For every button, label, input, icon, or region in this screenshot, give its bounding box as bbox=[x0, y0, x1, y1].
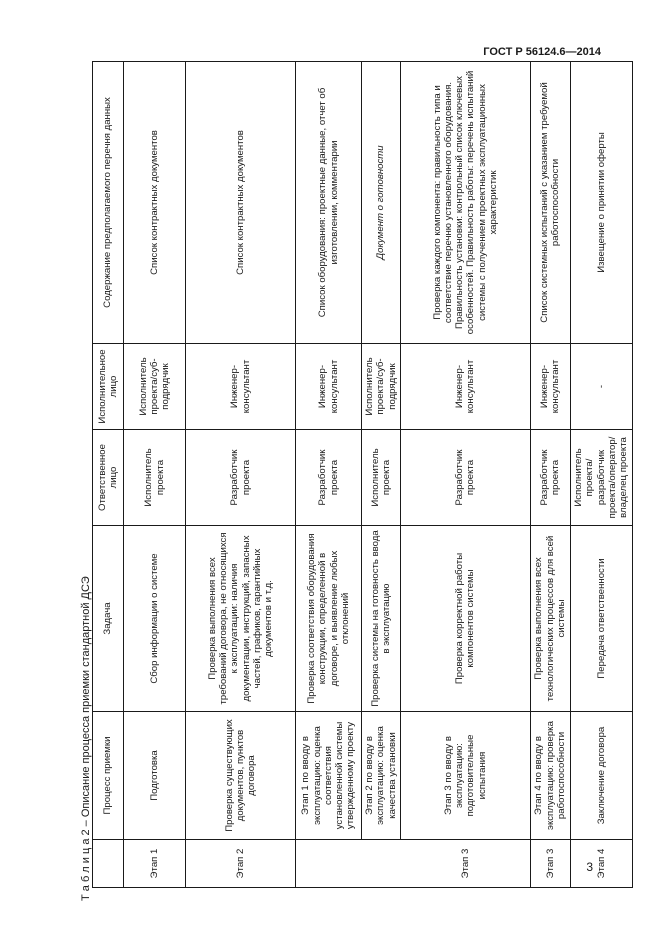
process-cell: Этап 2 по вводу в эксплуатацию: оценка качества установки bbox=[362, 712, 401, 840]
process-cell: Этап 4 по вводу в эксплуатацию: проверка работоспособности bbox=[530, 712, 570, 840]
content-cell: Список системных испытаний с указанием требуемой работоспособности bbox=[530, 62, 570, 344]
task-cell: Проверка выполнения всех технологических процессов для всей системы bbox=[530, 526, 570, 712]
stage-cell bbox=[362, 840, 401, 888]
header-content: Содержание предполагаемого перечня данных bbox=[93, 62, 124, 344]
process-cell: Этап 1 по вводу в эксплуатацию: оценка соответствия установленной системы утвержденному проекту bbox=[296, 712, 362, 840]
executor-cell: Инженер-консультант bbox=[530, 344, 570, 430]
content-cell: Документ о готовности bbox=[362, 62, 401, 344]
responsible-cell: Исполнитель проекта bbox=[124, 430, 186, 526]
stage-cell bbox=[296, 840, 362, 888]
table-viewport bbox=[92, 62, 630, 888]
executor-cell: Инженер-консультант bbox=[186, 344, 296, 430]
stage-cell: Этап 3 bbox=[400, 840, 530, 888]
stage-cell: Этап 4 bbox=[570, 840, 632, 888]
acceptance-process-table bbox=[92, 61, 633, 888]
header-responsible: Ответственное лицо bbox=[93, 430, 124, 526]
table-row bbox=[530, 62, 570, 888]
table-header-row bbox=[93, 62, 124, 888]
content-cell: Список контрактных документов bbox=[124, 62, 186, 344]
header-task: Задача bbox=[93, 526, 124, 712]
task-cell: Сбор информации о системе bbox=[124, 526, 186, 712]
stage-cell: Этап 3 bbox=[530, 840, 570, 888]
executor-cell: Исполнитель проекта/суб-подрядчик bbox=[362, 344, 401, 430]
responsible-cell: Разработчик проекта bbox=[296, 430, 362, 526]
table-row bbox=[124, 62, 186, 888]
content-cell: Список оборудования: проектные данные, отчет об изготовлении, комментарии bbox=[296, 62, 362, 344]
table-row bbox=[296, 62, 362, 888]
process-cell: Заключение договора bbox=[570, 712, 632, 840]
executor-cell: Инженер-консультант bbox=[400, 344, 530, 430]
document-code: ГОСТ Р 56124.6—2014 bbox=[483, 46, 601, 58]
executor-cell: - bbox=[570, 344, 632, 430]
responsible-cell: Разработчик проекта bbox=[400, 430, 530, 526]
table-row bbox=[362, 62, 401, 888]
table-row bbox=[400, 62, 530, 888]
executor-cell: Исполнитель проекта/суб-подрядчик bbox=[124, 344, 186, 430]
content-cell: Проверка каждого компонента: правильность типа и соответствие перечню установленного оборудования. Правильность установки: контрольный список ключевых особенностей. Правильность работы: перечень испытаний системы с получением проектных эксплуатационных характеристик bbox=[400, 62, 530, 344]
process-cell: Этап 3 по вводу в эксплуатацию: подготовительные испытания bbox=[400, 712, 530, 840]
responsible-cell: Исполнитель проекта/разработчик проекта/оператор/владелец проекта bbox=[570, 430, 632, 526]
page-number: 3 bbox=[586, 860, 593, 874]
responsible-cell: Разработчик проекта bbox=[186, 430, 296, 526]
task-cell: Проверка выполнения всех требований договора, не относящихся к эксплуатации: наличия документации, инструкций, запасных частей, графиков, гарантийных документов и т.д. bbox=[186, 526, 296, 712]
header-process: Процесс приемки bbox=[93, 712, 124, 840]
task-cell: Проверка соответствия оборудования конструкции, определенной в договоре, и выявление любых отклонений bbox=[296, 526, 362, 712]
responsible-cell: Исполнитель проекта bbox=[362, 430, 401, 526]
task-cell: Передача ответственности bbox=[570, 526, 632, 712]
executor-cell: Инженер-консультант bbox=[296, 344, 362, 430]
process-cell: Проверка существующих документов, пунктов договора bbox=[186, 712, 296, 840]
stage-cell: Этап 1 bbox=[124, 840, 186, 888]
process-cell: Подготовка bbox=[124, 712, 186, 840]
header-stage bbox=[93, 840, 124, 888]
table-row bbox=[570, 62, 632, 888]
task-cell: Проверка системы на готовность ввода в эксплуатацию bbox=[362, 526, 401, 712]
header-executor: Исполнительное лицо bbox=[93, 344, 124, 430]
task-cell: Проверка корректной работы компонентов системы bbox=[400, 526, 530, 712]
responsible-cell: Разработчик проекта bbox=[530, 430, 570, 526]
stage-cell: Этап 2 bbox=[186, 840, 296, 888]
table-row bbox=[186, 62, 296, 888]
table-caption: Т а б л и ц а 2 – Описание процесса приемки стандартной ДСЭ bbox=[80, 576, 92, 901]
content-cell: Извещение о принятии оферты bbox=[570, 62, 632, 344]
content-cell: Список контрактных документов bbox=[186, 62, 296, 344]
